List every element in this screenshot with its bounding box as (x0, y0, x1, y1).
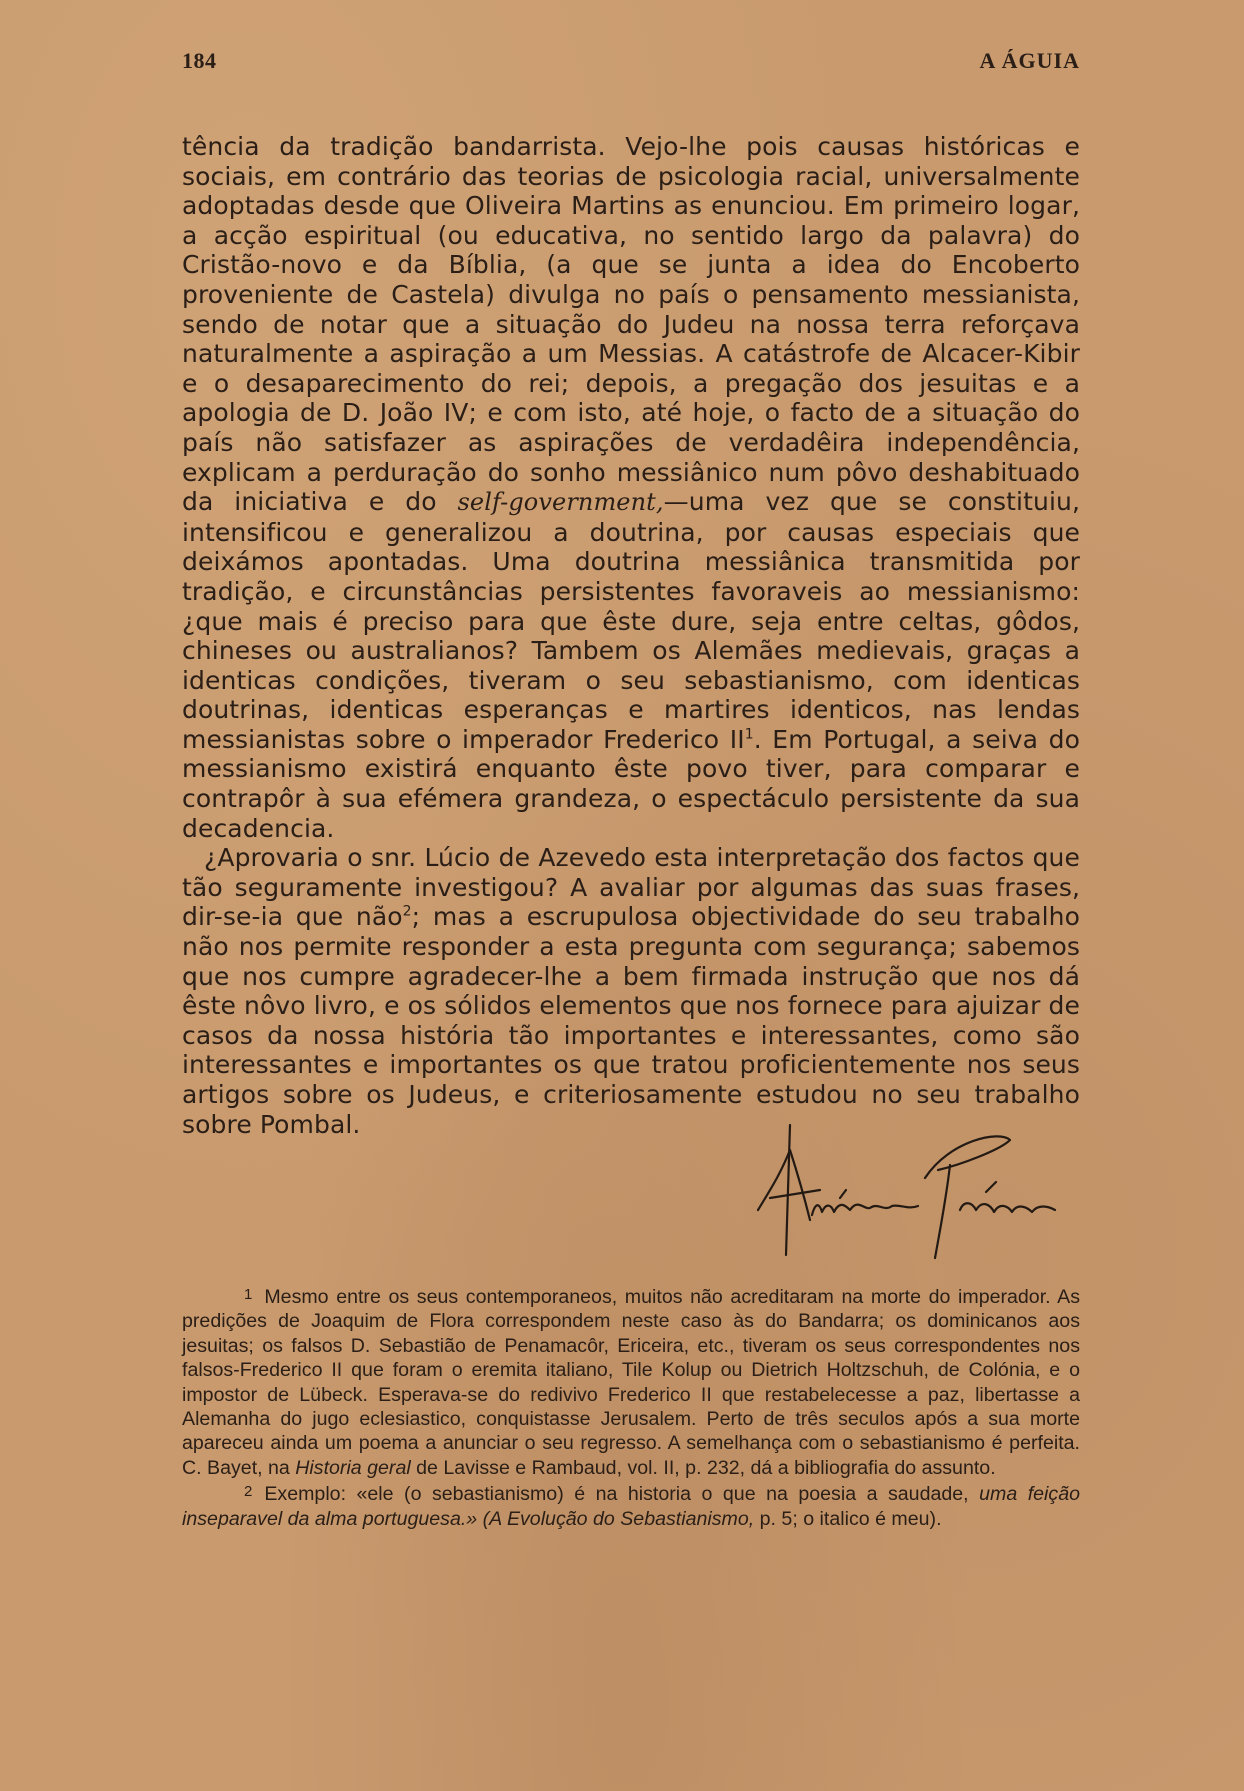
footnote-1-text-a: Mesmo entre os seus contemporaneos, muitos não acreditaram na morte do imperador. As predições de Joaquim de Flora correspondem neste caso às do Bandarra; os dominicanos aos jesuitas; os falsos D. Sebastião de Penamacôr, Ericeira, etc., tiveram os seus correspondentes nos falsos-Frederico II que foram o eremita italiano, Tile Kolup ou Dietrich Holtzschuh, de Colónia, e o impostor de Lübeck. Esperava-se do redivivo Frederico II que restabelecesse a paz, libertasse a Alemanha do jugo eclesiastico, conquistasse Jerusalem. Perto de três seculos após a sua morte apareceu ainda um poema a anunciar o seu regresso. A semelhança com o sebastianismo é perfeita. C. Bayet, na (182, 1286, 1080, 1479)
footnote-ref-2: 2 (402, 904, 412, 921)
journal-title: A ÁGUIA (979, 48, 1080, 73)
paragraph-2-text-a: ¿Aprovaria o snr. Lúcio de Azevedo esta interpretação dos factos que tão seguramente investigou? A avaliar por algumas das suas frases, dir-se-ia que não (182, 843, 1080, 932)
footnote-1-text-b: de Lavisse e Rambaud, vol. II, p. 232, dá a bibliografia do assunto. (410, 1456, 996, 1479)
footnote-2-text-a: Exemplo: «ele (o sebastianismo) é na historia o que na poesia a saudade, (264, 1483, 980, 1506)
footnote-1-italic: Historia geral (295, 1456, 411, 1479)
paragraph-2-text-b: ; mas a escrupulosa objectividade do seu trabalho não nos permite responder a esta pregunta com segurança; sabemos que nos cumpre agradecer-lhe a bem firmada instrução que nos dá êste nôvo livro, e os sólidos elementos que nos fornece para ajuizar de casos da nossa história tão importantes e interessantes, como são interessantes e importantes os que tratou proficientemente nos seus artigos sobre os Judeus, e criteriosamente estudou no seu trabalho sobre Pombal. (182, 902, 1081, 1139)
page-number: 184 (182, 48, 217, 73)
footnote-2-text-b: p. 5; o italico é meu). (754, 1507, 942, 1530)
paragraph-1-text-b: —uma vez que se constituiu, intensificou e generalizou a doutrina, por causas especiais que deixámos apontadas. Uma doutrina messiânica transmitida por tradição, e circunstâncias persistentes favoraveis ao messianismo: ¿que mais é preciso para que êste dure, seja entre celtas, gôdos, chineses ou australianos? Tambem os Alemães medievais, graças a identicas condições, tiveram o seu sebastianismo, com identicas doutrinas, identicas esperanças e martires identicos, nas lendas messianistas sobre o imperador Frederico II (182, 487, 1080, 754)
body-text (182, 132, 1080, 1139)
footnote-1-number: 1 (244, 1286, 253, 1303)
footnote-2-italic: uma feição inseparavel da alma portuguesa.» (A Evolução do Sebastianismo, (182, 1483, 1080, 1530)
signature (750, 1120, 1080, 1260)
footnote-1 (182, 1283, 1080, 1480)
paragraph-2 (182, 843, 1080, 1139)
paragraph-1-text-c: . Em Portugal, a seiva do messianismo existirá enquanto êste povo tiver, para comparar e contrapôr à sua efémera grandeza, o espectáculo persistente da sua decadencia. (182, 724, 1080, 843)
running-head (182, 48, 1080, 78)
footnote-2-number: 2 (244, 1483, 253, 1501)
footnotes (182, 1283, 1080, 1531)
footnote-ref-1: 1 (744, 726, 754, 743)
paragraph-1 (182, 132, 1080, 843)
footnote-2 (182, 1480, 1080, 1531)
paragraph-1-italic: self-government, (457, 488, 664, 517)
paragraph-1-text-a: tência da tradição bandarrista. Vejo-lhe pois causas históricas e sociais, em contrário das teorias de psicologia racial, universalmente adoptadas desde que Oliveira Martins as enunciou. Em primeiro logar, a acção espiritual (ou educativa, no sentido largo da palavra) do Cristão-novo e da Bíblia, (a que se junta a idea do Encoberto proveniente de Castela) divulga no país o pensamento messianista, sendo de notar que a situação do Judeu na nossa terra reforçava naturalmente a aspiração a um Messias. A catástrofe de Alcacer-Kibir e o desaparecimento do rei; depois, a pregação dos jesuitas e a apologia de D. João IV; e com isto, até hoje, o facto de a situação do país não satisfazer as aspirações de verdadêira independência, explicam a perduração do sonho messiânico num pôvo deshabituado da iniciativa e do (182, 132, 1080, 517)
